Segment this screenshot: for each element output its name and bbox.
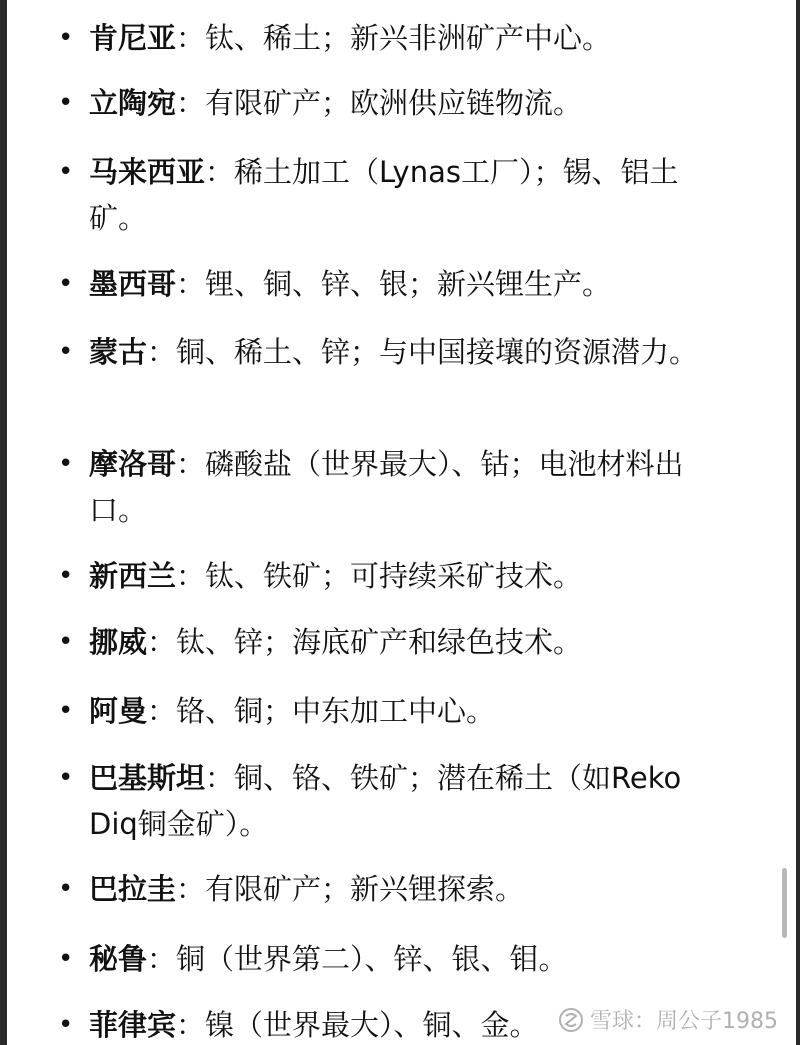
separator: ： bbox=[176, 872, 206, 906]
country-detail: 磷酸盐（世界最大）、钴；电池材料出口。 bbox=[89, 447, 684, 527]
bullet-icon: • bbox=[58, 337, 74, 367]
country-name: 挪威 bbox=[89, 625, 148, 659]
country-detail: 铜、铬、铁矿；潜在稀土（如Reko Diq铜金矿）。 bbox=[89, 761, 682, 841]
separator: ： bbox=[176, 267, 206, 301]
country-name: 立陶宛 bbox=[89, 86, 177, 120]
bullet-icon: • bbox=[58, 944, 74, 974]
country-name: 阿曼 bbox=[89, 694, 148, 728]
country-detail: 钛、锌；海底矿产和绿色技术。 bbox=[176, 625, 583, 659]
country-name: 秘鲁 bbox=[89, 942, 148, 976]
item-text bbox=[89, 441, 729, 533]
item-text bbox=[89, 261, 729, 307]
item-text bbox=[89, 755, 729, 847]
item-text bbox=[89, 936, 729, 982]
item-text bbox=[89, 15, 729, 61]
item-text bbox=[89, 329, 729, 375]
country-name: 摩洛哥 bbox=[89, 447, 177, 481]
country-detail: 钛、稀土；新兴非洲矿产中心。 bbox=[205, 21, 612, 55]
bullet-icon: • bbox=[58, 449, 74, 479]
right-frame-edge bbox=[796, 0, 800, 1045]
bullet-icon: • bbox=[58, 1010, 74, 1040]
bullet-icon: • bbox=[58, 696, 74, 726]
country-name: 巴基斯坦 bbox=[89, 761, 206, 795]
item-text bbox=[89, 619, 729, 665]
separator: ： bbox=[176, 21, 206, 55]
country-name: 菲律宾 bbox=[89, 1008, 177, 1042]
item-text bbox=[89, 80, 729, 126]
separator: ： bbox=[205, 761, 235, 795]
snowball-logo-icon bbox=[558, 1007, 584, 1033]
item-text bbox=[89, 688, 729, 734]
bullet-icon: • bbox=[58, 157, 74, 187]
country-name: 墨西哥 bbox=[89, 267, 177, 301]
separator: ： bbox=[176, 86, 206, 120]
country-detail: 有限矿产；新兴锂探索。 bbox=[205, 872, 525, 906]
separator: ： bbox=[176, 1008, 206, 1042]
country-detail: 钛、铁矿；可持续采矿技术。 bbox=[205, 559, 583, 593]
country-name: 巴拉圭 bbox=[89, 872, 177, 906]
item-text bbox=[89, 149, 729, 241]
country-name: 蒙古 bbox=[89, 335, 148, 369]
country-detail: 有限矿产；欧洲供应链物流。 bbox=[205, 86, 583, 120]
country-detail: 镍（世界最大）、铜、金。 bbox=[205, 1008, 539, 1042]
bullet-icon: • bbox=[58, 874, 74, 904]
bullet-icon: • bbox=[58, 627, 74, 657]
watermark bbox=[558, 1004, 778, 1035]
country-name: 肯尼亚 bbox=[89, 21, 177, 55]
country-detail: 稀土加工（Lynas工厂）；锡、铝土矿。 bbox=[89, 155, 679, 235]
scrollbar-thumb[interactable] bbox=[782, 868, 787, 938]
bullet-icon: • bbox=[58, 763, 74, 793]
item-text bbox=[89, 866, 729, 912]
country-name: 马来西亚 bbox=[89, 155, 206, 189]
left-frame-edge bbox=[0, 0, 7, 1045]
item-text bbox=[89, 553, 729, 599]
country-detail: 锂、铜、锌、银；新兴锂生产。 bbox=[205, 267, 612, 301]
country-detail: 铜（世界第二）、锌、银、钼。 bbox=[176, 942, 568, 976]
separator: ： bbox=[147, 942, 177, 976]
separator: ： bbox=[147, 694, 177, 728]
country-detail: 铬、铜；中东加工中心。 bbox=[176, 694, 496, 728]
watermark-text: 雪球：周公子1985 bbox=[590, 1009, 778, 1034]
separator: ： bbox=[176, 447, 206, 481]
country-detail: 铜、稀土、锌；与中国接壤的资源潜力。 bbox=[176, 335, 699, 369]
bullet-icon: • bbox=[58, 269, 74, 299]
bullet-icon: • bbox=[58, 561, 74, 591]
separator: ： bbox=[147, 625, 177, 659]
separator: ： bbox=[205, 155, 235, 189]
separator: ： bbox=[147, 335, 177, 369]
separator: ： bbox=[176, 559, 206, 593]
country-name: 新西兰 bbox=[89, 559, 177, 593]
bullet-icon: • bbox=[58, 88, 74, 118]
bullet-icon: • bbox=[58, 23, 74, 53]
